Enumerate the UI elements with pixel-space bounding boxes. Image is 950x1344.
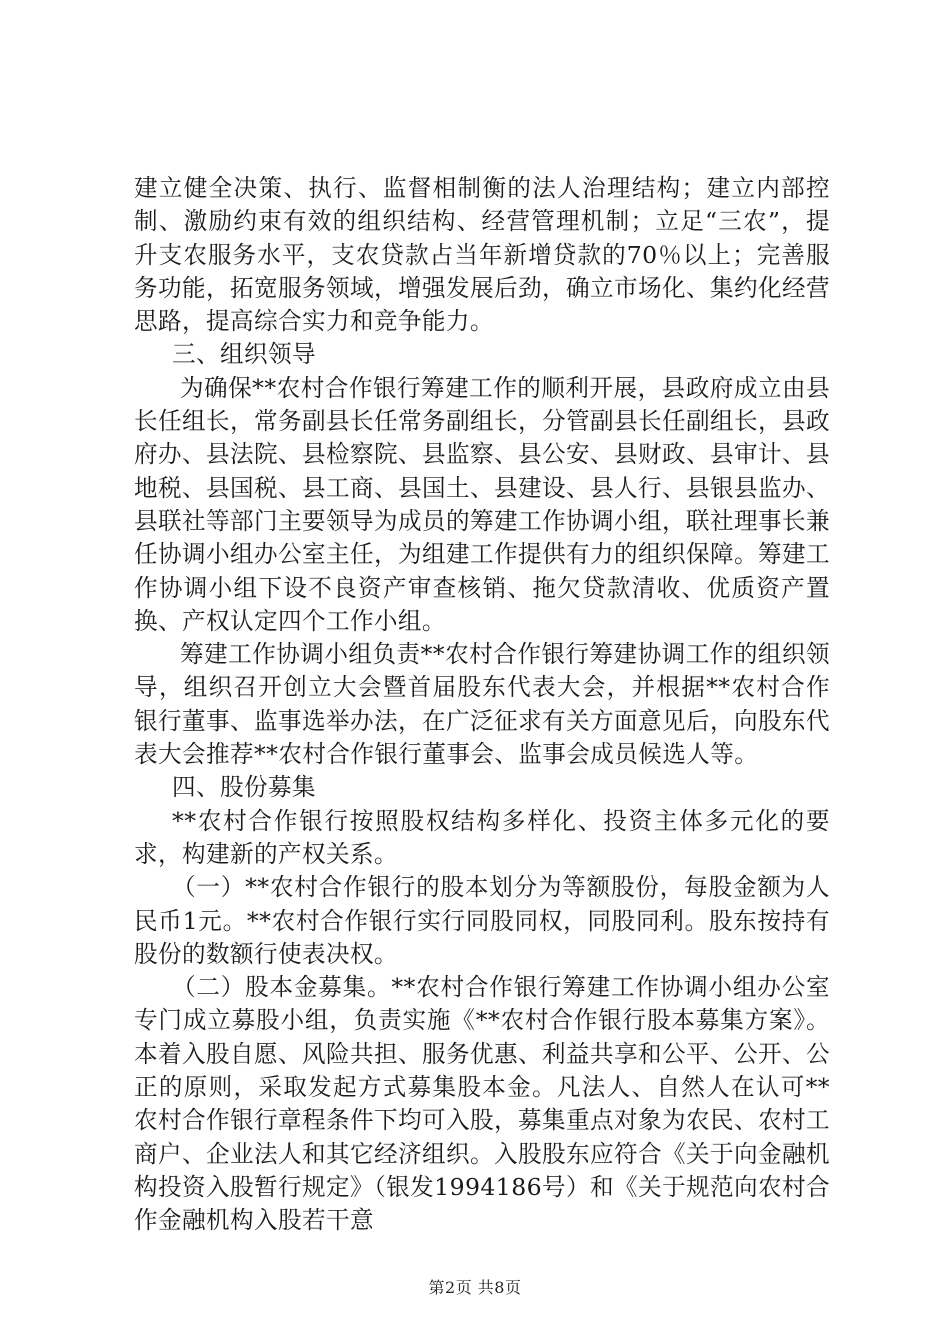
section-heading-share-raising: 四、股份募集: [172, 773, 316, 802]
paragraph-equity-structure: **农村合作银行按照股权结构多样化、投资主体多元化的要求，构建新的产权关系。: [134, 806, 830, 868]
paragraph-coordination-duties: 筹建工作协调小组负责**农村合作银行筹建协调工作的组织领导，组织召开创立大会暨首届股东代表大会，并根据**农村合作银行董事、监事选举办法，在广泛征求有关方面意见后，向股东代表大会推荐**农村合作银行董事会、监事会成员候选人等。: [134, 640, 830, 769]
paragraph-share-division: （一）**农村合作银行的股本划分为等额股份，每股金额为人民币1元。**农村合作银行实行同股同权，同股同利。股东按持有股份的数额行使表决权。: [134, 873, 830, 968]
section-heading-organization: 三、组织领导: [172, 340, 316, 369]
page-footer: 第2页 共8页: [428, 1278, 522, 1297]
paragraph-governance: 建立健全决策、执行、监督相制衡的法人治理结构；建立内部控制、激励约束有效的组织结构、经营管理机制；立足“三农”，提升支农服务水平，支农贷款占当年新增贷款的70％以上；完善服务功能，拓宽服务领域，增强发展后劲，确立市场化、集约化经营思路，提高综合实力和竞争能力。: [134, 174, 830, 336]
paragraph-leadership-group: 为确保**农村合作银行筹建工作的顺利开展，县政府成立由县长任组长，常务副县长任常务副组长，分管副县长任副组长，县政府办、县法院、县检察院、县监察、县公安、县财政、县审计、县地税、县国税、县工商、县国土、县建设、县人行、县银县监办、县联社等部门主要领导为成员的筹建工作协调小组，联社理事长兼任协调小组办公室主任，为组建工作提供有力的组织保障。筹建工作协调小组下设不良资产审查核销、拖欠贷款清收、优质资产置换、产权认定四个工作小组。: [134, 373, 830, 635]
paragraph-capital-raising: （二）股本金募集。**农村合作银行筹建工作协调小组办公室专门成立募股小组，负责实施《**农村合作银行股本募集方案》。本着入股自愿、风险共担、服务优惠、利益共享和公平、公开、公正的原则，采取发起方式募集股本金。凡法人、自然人在认可**农村合作银行章程条件下均可入股，募集重点对象为农民、农村工商户、企业法人和其它经济组织。入股股东应符合《关于向金融机构投资入股暂行规定》（银发1994186号）和《关于规范向农村合作金融机构入股若干意: [134, 973, 830, 1235]
document-page: [134, 172, 830, 1238]
